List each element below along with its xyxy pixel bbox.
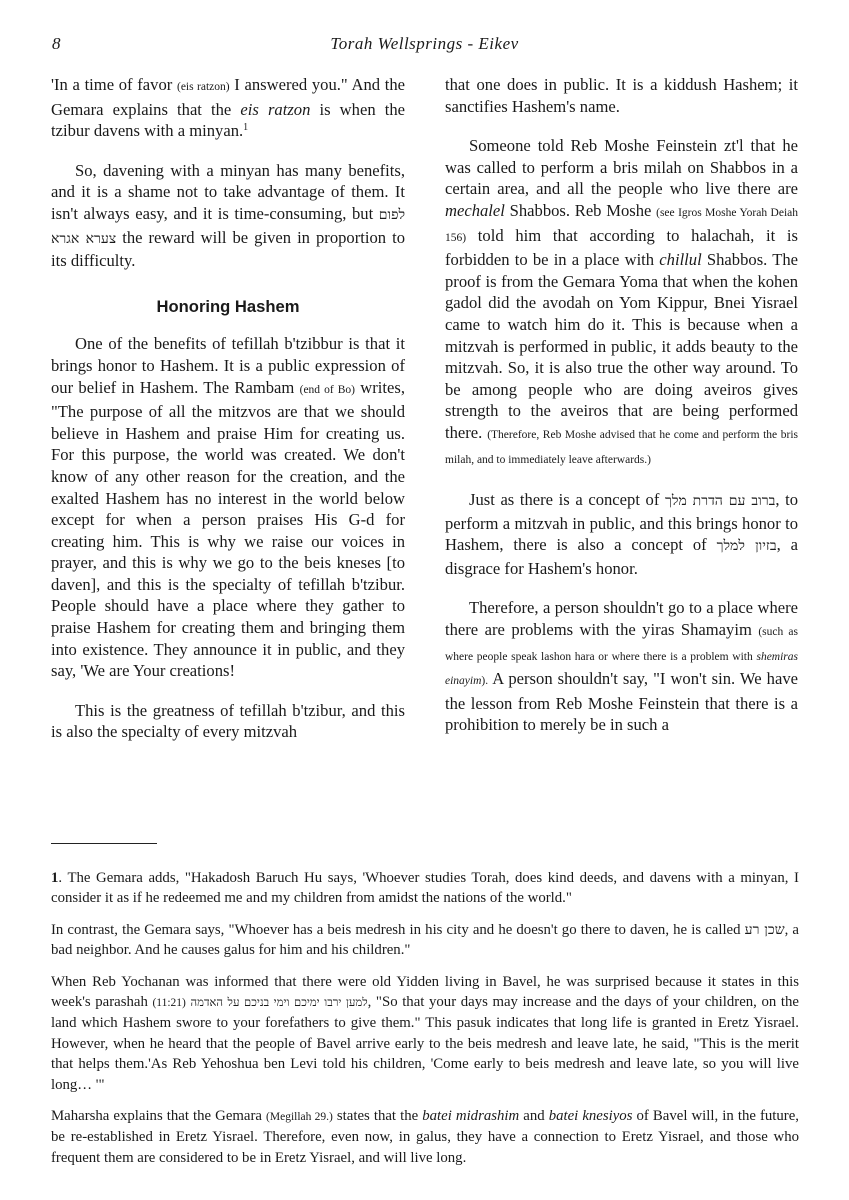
- hebrew-text: ברוב עם הדרת מלך: [665, 493, 776, 510]
- small-text-run: (eis ratzon): [177, 81, 230, 93]
- paragraph: [445, 597, 798, 736]
- paragraph: [51, 333, 405, 682]
- text-run: . The Gemara adds, "Hakadosh Baruch Hu says, 'Whoever studies Torah, does kind deeds, and davens with a minyan, I consider it as if he redeemed me and my children from amidst the nations of the world.": [51, 870, 799, 907]
- running-header: [0, 34, 849, 58]
- text-run: Shabbos. Reb Moshe: [504, 200, 657, 220]
- text-run: When Reb Yochanan was informed that there were old Yidden living in Bavel, he was surprised because it states in this week's parashah: [51, 973, 799, 1011]
- footnote: [51, 920, 799, 961]
- running-title: Torah Wellsprings - Eikev: [330, 34, 519, 53]
- small-text-run: (such as where people speak lashon hara or where there is a problem with: [445, 626, 798, 663]
- text-run: states that the: [332, 1108, 423, 1125]
- text-run: , a disgrace for Hashem's honor.: [445, 535, 798, 578]
- footnote-ref[interactable]: 1: [243, 122, 249, 134]
- text-run: is when the tzibur davens with a minyan.: [51, 99, 406, 141]
- footnote: [51, 868, 799, 909]
- hebrew-text: בזיון למלך: [716, 538, 777, 555]
- paragraph: [445, 135, 798, 471]
- text-run: Someone told Reb Moshe Feinstein zt'l that he was called to perform a bris milah on Shabbos in a certain area, and all the people who live there are: [445, 136, 798, 199]
- italic-term: batei knesiyos: [548, 1108, 633, 1125]
- small-text-run: ).: [481, 675, 489, 688]
- text-run: writes, "The purpose of all the mitzvos are that we should believe in Hashem and praise Him for creating us. For this purpose, the world was created. We don't know of any other reason for the creation, and the exalted Hashem has no interest in the world below except for when a person praises His G-d for creating him. This is why we raise our voices in prayer, and this is why we go to the beis kneses [to daven], and this is the specialty of tefillah b'tzibur. People should have a place where they gather to praise Hashem for creating them and bringing them into existence. They announce it in public, and they say, 'We are Your creations!: [51, 377, 406, 681]
- paragraph: [51, 74, 405, 142]
- text-run: In contrast, the Gemara says, "Whoever has a beis medresh in his city and he doesn't go there to daven, he is called: [51, 921, 745, 938]
- text-run: One of the benefits of tefillah b'tzibbur is that it brings honor to Hashem. It is a public expression of our belief in Hashem. The Rambam: [51, 334, 405, 397]
- left-column: [51, 74, 405, 761]
- italic-term: shemiras einayim: [445, 650, 798, 688]
- text-run: Shabbos. The proof is from the Gemara Yoma that when the kohen gadol did the avodah on Yom Kippur, Bnei Yisrael came to watch him do it. This is because when a mitzvah is performed in public, it adds beauty to the mitzvah. So, it is also true the other way around. To be among people who are doing aveiros gives strength to the aveiros that are being performed there.: [445, 250, 798, 442]
- paragraph: [445, 489, 798, 579]
- text-run: of Bavel will, in the future, be re-established in Eretz Yisrael. Therefore, even now, in galus, they have a connection to Eretz Yisrael, and those who frequent them are considered to be in Eretz Yisrael, and will live long.: [51, 1108, 800, 1166]
- text-run: , "So that your days may increase and the days of your children, on the land which Hashem swore to your forefathers to give them." This pasuk indicates that long life is granted in Eretz Yisrael. However, when he heard that the people of Bavel arrive early to the beis medresh and leave late, he said, "This is the merit that helps them.'As Reb Yehoshua ben Levi told his children, 'Come early to beis medresh and leave late, so you will live long… '": [51, 994, 799, 1093]
- italic-term: eis ratzon: [240, 99, 311, 119]
- text-run: Just as there is a concept of: [469, 490, 666, 510]
- small-text-run: (end of Bo): [299, 383, 355, 396]
- footnote-number: 1: [51, 870, 59, 886]
- italic-term: batei midrashim: [422, 1108, 520, 1125]
- paragraph: This is the greatness of tefillah b'tzibur, and this is also the specialty of every mitzvah: [51, 700, 405, 742]
- footnote: [51, 1106, 799, 1168]
- footnotes: [51, 868, 799, 1179]
- text-run: told him that according to halachah, it is forbidden to be in a place with: [445, 225, 798, 270]
- footnote-divider: [51, 843, 157, 844]
- text-run: Maharsha explains that the Gemara: [51, 1108, 267, 1125]
- text-run: , a bad neighbor. And he causes galus for him and his children.": [51, 921, 800, 959]
- text-run: So, davening with a minyan has many benefits, and it is a shame not to take advantage of them. It isn't always easy, and it is time-consuming, but: [51, 160, 405, 223]
- hebrew-text: למען ירבו ימיכם וימי בניכם על האדמה: [190, 995, 368, 1010]
- paragraph: that one does in public. It is a kiddush Hashem; it sanctifies Hashem's name.: [445, 75, 798, 116]
- footnote: [51, 972, 799, 1095]
- text-run: the reward will be given in proportion to its difficulty.: [51, 227, 406, 271]
- text-run: and: [519, 1108, 549, 1125]
- text-run: , to perform a mitzvah in public, and this brings honor to Hashem, there is also a concept of: [445, 490, 799, 555]
- text-run: Therefore, a person shouldn't go to a place where there are problems with the yiras Shamayim: [445, 598, 798, 640]
- right-column: [445, 74, 798, 754]
- text-run: 'In a time of favor: [51, 75, 177, 94]
- small-text-run: (11:21): [152, 997, 186, 1010]
- hebrew-text: שכן רע: [744, 921, 785, 938]
- hebrew-text: לפום צערא אגרא: [51, 206, 405, 247]
- paragraph: [51, 160, 405, 272]
- text-run: I answered you." And the Gemara explains that the: [51, 75, 406, 119]
- text-run: A person shouldn't say, "I won't sin. We have the lesson from Reb Moshe Feinstein that there is a prohibition to merely be in such a: [445, 669, 798, 735]
- italic-term: chillul: [659, 250, 702, 270]
- small-text-run: (Megillah 29.): [266, 1111, 333, 1124]
- small-text-run: (Therefore, Reb Moshe advised that he come and perform the bris milah, and to immediately leave afterwards.): [445, 428, 799, 466]
- section-heading: Honoring Hashem: [156, 296, 300, 316]
- small-text-run: (see Igros Moshe Yorah Deiah 156): [445, 206, 798, 244]
- page-number: 8: [52, 34, 61, 53]
- italic-term: mechalel: [445, 200, 505, 220]
